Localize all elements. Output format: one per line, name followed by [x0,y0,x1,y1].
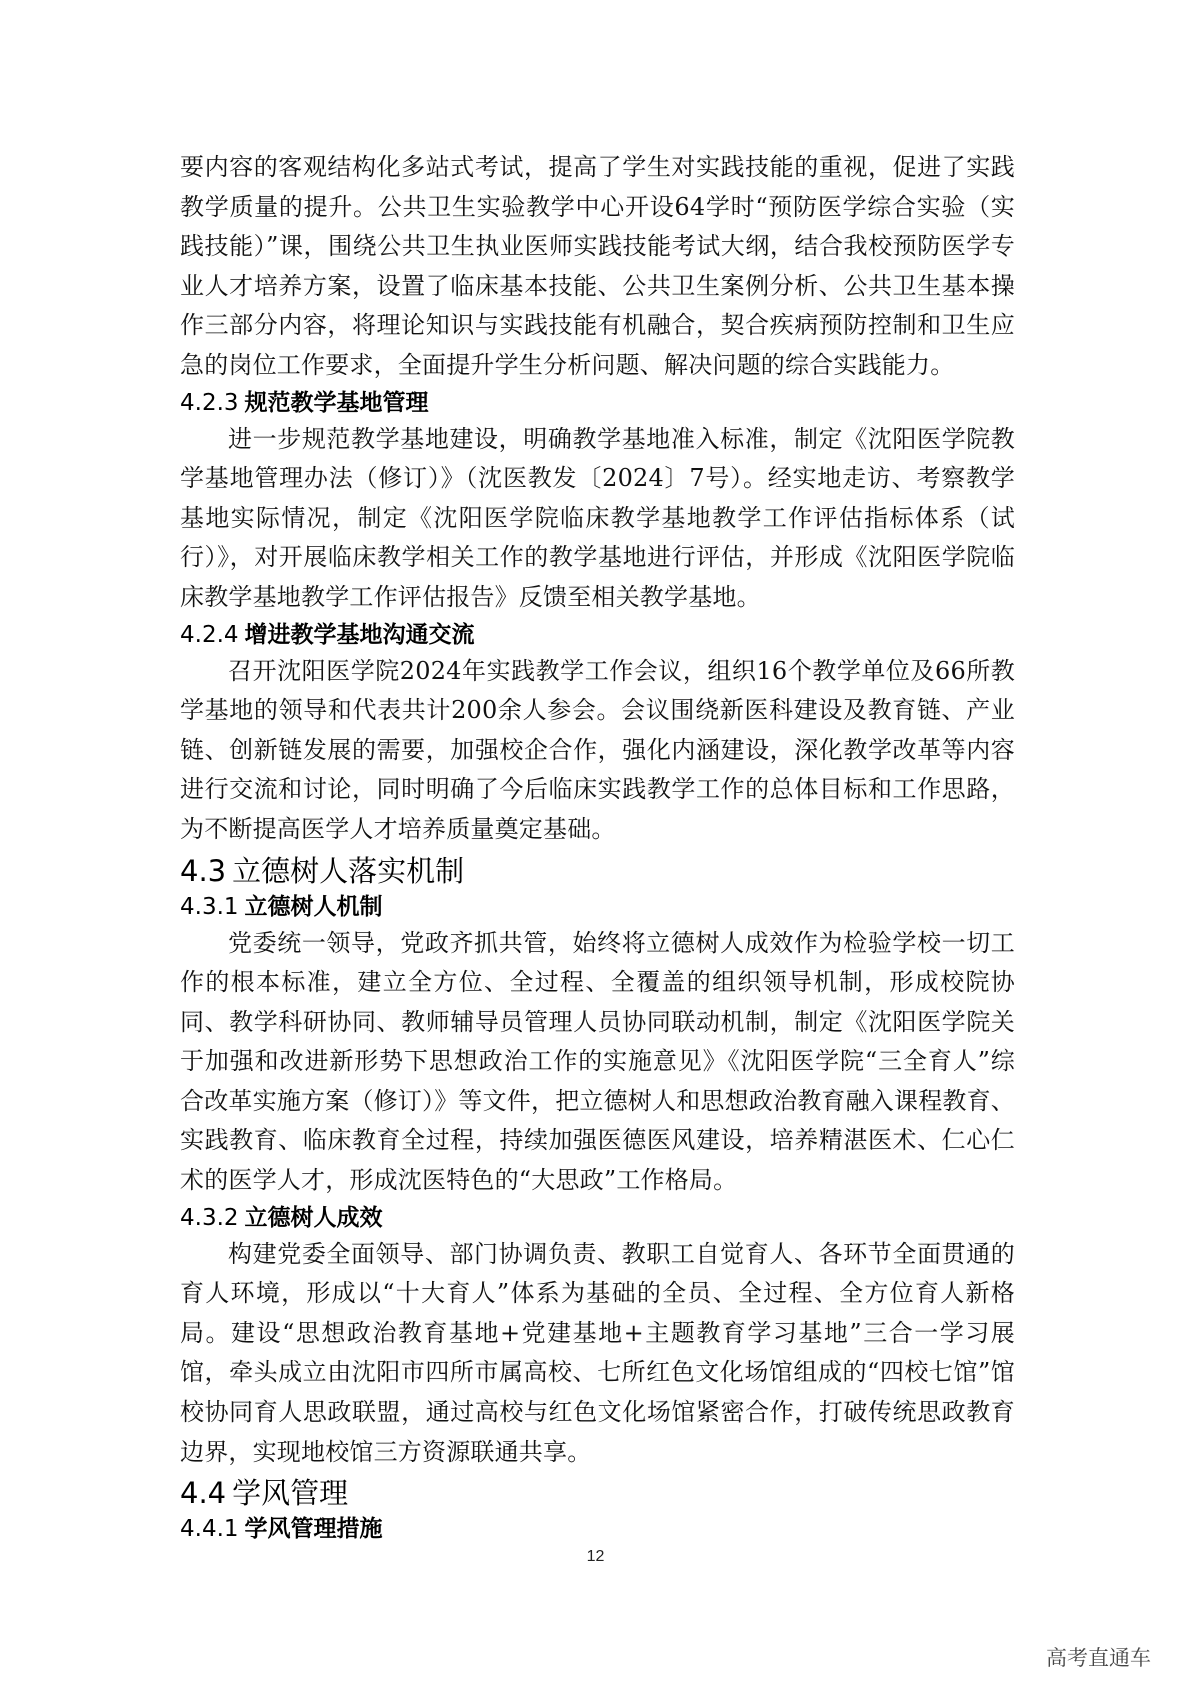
section-heading-4-2-3 [180,386,1015,420]
section-heading-4-3 [180,852,1015,890]
section-heading-4-2-4 [180,618,1015,652]
watermark: 高考直通车 [1046,1646,1151,1670]
paragraph: 召开沈阳医学院2024年实践教学工作会议，组织16个教学单位及66所教学基地的领导和代表共计200余人参会。会议围绕新医科建设及教育链、产业链、创新链发展的需要，加强校企合作，强化内涵建设，深化教学改革等内容进行交流和讨论，同时明确了今后临床实践教学工作的总体目标和工作思路，为不断提高医学人才培养质量奠定基础。 [180,656,1015,843]
paragraph: 党委统一领导，党政齐抓共管，始终将立德树人成效作为检验学校一切工作的根本标准，建立全方位、全过程、全覆盖的组织领导机制，形成校院协同、教学科研协同、教师辅导员管理人员协同联动机制，制定《沈阳医学院关于加强和改进新形势下思想政治工作的实施意见》《沈阳医学院“三全育人”综合改革实施方案（修订）》等文件，把立德树人和思想政治教育融入课程教育、实践教育、临床教育全过程，持续加强医德医风建设，培养精湛医术、仁心仁术的医学人才，形成沈医特色的“大思政”工作格局。 [180,928,1015,1195]
section-heading-4-4-1 [180,1512,1015,1546]
section-title: 立德树人机制 [244,893,383,920]
section-number: 4.4.1 [180,1516,239,1543]
section-number: 4.2.3 [180,389,239,416]
document-body [180,148,1015,1546]
section-title: 规范教学基地管理 [244,389,429,416]
section-number: 4.3.2 [180,1204,239,1231]
section-heading-4-3-2 [180,1201,1015,1235]
section-title: 增进教学基地沟通交流 [244,621,475,648]
paragraph: 构建党委全面领导、部门协调负责、教职工自觉育人、各环节全面贯通的育人环境，形成以“十大育人”体系为基础的全员、全过程、全方位育人新格局。建设“思想政治教育基地+党建基地+主题教育学习基地”三合一学习展馆，牵头成立由沈阳市四所市属高校、七所红色文化场馆组成的“四校七馆”馆校协同育人思政联盟，通过高校与红色文化场馆紧密合作，打破传统思政教育边界，实现地校馆三方资源联通共享。 [180,1239,1015,1466]
paragraph: 进一步规范教学基地建设，明确教学基地准入标准，制定《沈阳医学院教学基地管理办法（修订）》（沈医教发〔2024〕7号）。经实地走访、考察教学基地实际情况，制定《沈阳医学院临床教学基地教学工作评估指标体系（试行）》，对开展临床教学相关工作的教学基地进行评估，并形成《沈阳医学院临床教学基地教学工作评估报告》反馈至相关教学基地。 [180,424,1015,611]
section-heading-4-4 [180,1474,1015,1512]
section-number: 4.3.1 [180,893,239,920]
paragraph: 要内容的客观结构化多站式考试，提高了学生对实践技能的重视，促进了实践教学质量的提升。公共卫生实验教学中心开设64学时“预防医学综合实验（实践技能）”课，围绕公共卫生执业医师实践技能考试大纲，结合我校预防医学专业人才培养方案，设置了临床基本技能、公共卫生案例分析、公共卫生基本操作三部分内容，将理论知识与实践技能有机融合，契合疾病预防控制和卫生应急的岗位工作要求，全面提升学生分析问题、解决问题的综合实践能力。 [180,153,1015,379]
section-number: 4.3 [180,853,227,888]
section-title: 学风管理措施 [244,1516,383,1543]
section-title: 立德树人落实机制 [232,853,465,888]
section-number: 4.4 [180,1476,227,1511]
section-title: 立德树人成效 [244,1204,383,1231]
section-number: 4.2.4 [180,621,239,648]
page-number: 12 [586,1548,605,1565]
section-title: 学风管理 [232,1476,349,1511]
section-heading-4-3-1 [180,890,1015,924]
